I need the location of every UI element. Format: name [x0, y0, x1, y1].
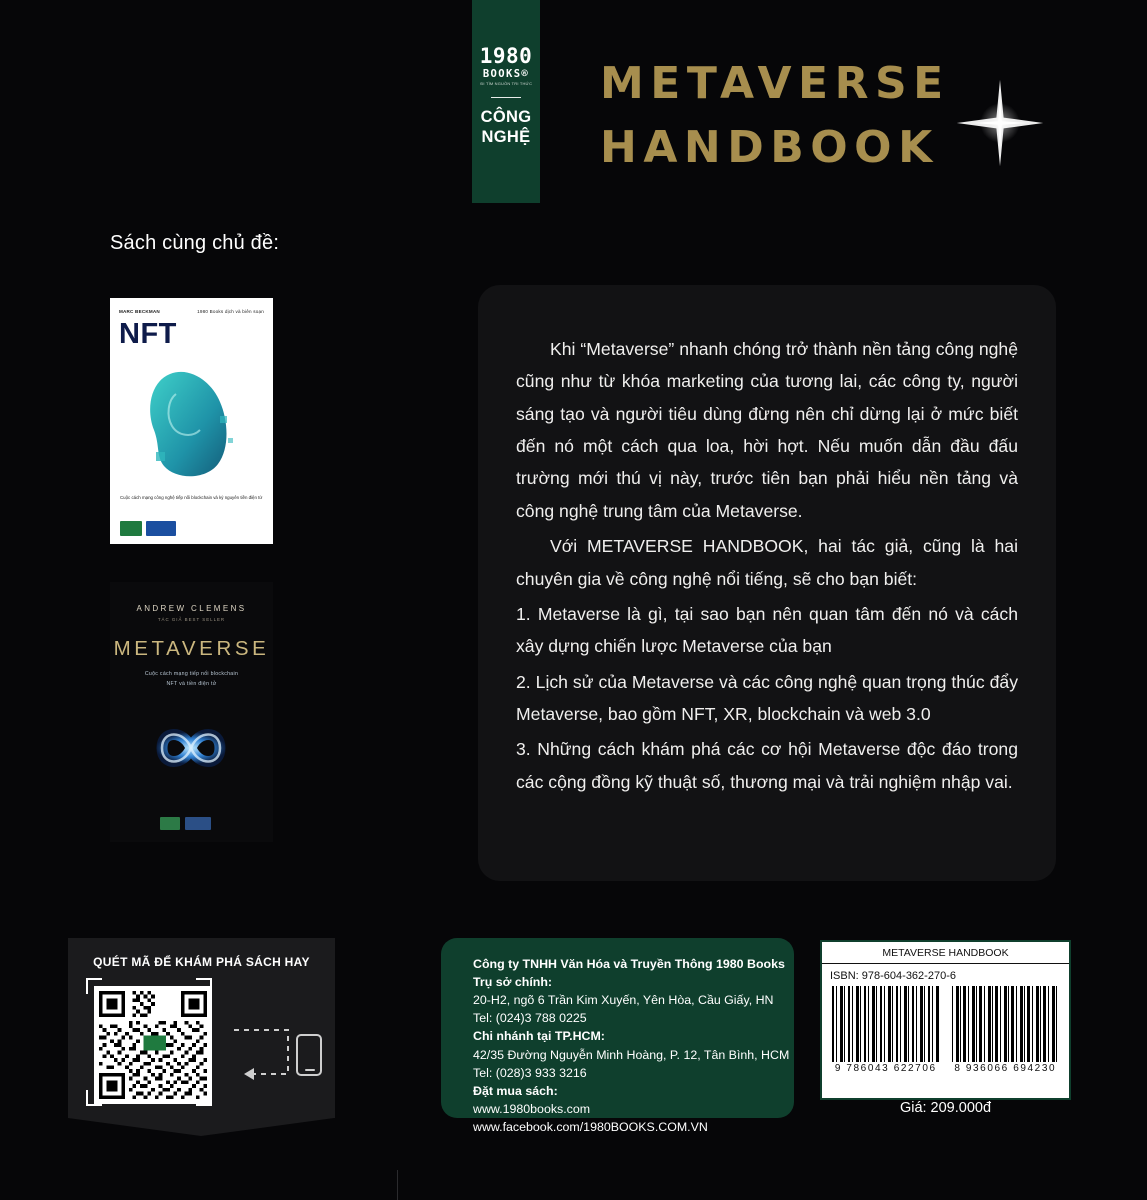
qr-title: QUÉT MÃ ĐỂ KHÁM PHÁ SÁCH HAY	[93, 955, 310, 969]
blurb-paragraph-2: Với METAVERSE HANDBOOK, hai tác giả, cũng là hai chuyên gia về công nghệ nổi tiếng, sẽ cho bạn biết:	[516, 536, 1018, 589]
distributor-logo-chip-icon	[146, 521, 176, 536]
blurb-paragraph-1: Khi “Metaverse” nhanh chóng trở thành nền tảng công nghệ cũng như từ khóa marketing của tương lai, các công ty, người sáng tạo và người tiêu dùng đừng nên chỉ dừng lại ở mức biết đến nó một cách qua loa, hời hợt. Nếu muốn dẫn đầu đấu trường mới thú vị này, trước tiên bạn phải hiểu nền tảng và công nghệ trung tâm của Metaverse.	[516, 339, 1018, 521]
blurb-paragraph-4: 2. Lịch sử của Metaverse và các công nghệ quan trọng thúc đẩy Metaverse, bao gồm NFT, XR, blockchain và web 3.0	[516, 671, 1018, 724]
barcode-number-right: 8 936066 694230	[954, 1063, 1057, 1074]
nft-cover-subtitle: Cuộc cách mạng công nghệ tiếp nối blockchain và kỷ nguyên tiền điện tử	[120, 495, 263, 500]
company-branch-tel: Tel: (028)3 933 3216	[473, 1065, 587, 1080]
company-website[interactable]: www.1980books.com	[473, 1101, 591, 1116]
nft-cover-credits	[110, 298, 273, 314]
category-label	[481, 107, 532, 148]
publisher-logo-tagline: ĐI TÌM NGUỒN TRI THỨC	[480, 80, 532, 86]
metaverse-cover-subtitle-line1: Cuộc cách mạng tiếp nối blockchain	[144, 671, 239, 677]
blurb-panel	[478, 285, 1056, 881]
metaverse-cover-subtitle-line2: NFT và tiền điện tử	[166, 680, 217, 687]
nft-cover-logos	[120, 521, 176, 536]
phone-icon	[296, 1034, 322, 1076]
qr-code-icon	[99, 991, 207, 1099]
publisher-logo-line1: 1980	[479, 44, 533, 68]
book-title-line1: METAVERSE	[600, 58, 950, 109]
category-line2: NGHỆ	[481, 128, 531, 147]
publisher-logo-line2: BOOKS®	[482, 68, 530, 80]
qr-panel	[68, 938, 335, 1118]
company-hq-address: 20-H2, ngõ 6 Trần Kim Xuyến, Yên Hòa, Cầu Giấy, HN	[473, 993, 774, 1008]
barcode-isbn: ISBN: 978-604-362-270-6	[830, 970, 956, 982]
book-title-line2: HANDBOOK	[600, 121, 939, 173]
qr-frame-corner-top-right	[196, 978, 212, 994]
category-line1: CÔNG	[480, 107, 532, 126]
barcode-panel	[820, 940, 1071, 1100]
barcode-number-left: 9 786043 622706	[834, 1063, 937, 1074]
metaverse-cover-author: ANDREW CLEMENS	[136, 604, 247, 613]
price-label: Giá: 209.000đ	[899, 1100, 992, 1116]
distributor-logo-chip-icon	[185, 817, 211, 830]
publisher-logo-chip-icon	[120, 521, 142, 536]
metaverse-cover-subtitle	[110, 670, 273, 690]
related-book-cover-nft[interactable]	[110, 298, 273, 544]
company-facebook[interactable]: www.facebook.com/1980BOOKS.COM.VN	[473, 1119, 708, 1134]
publisher-logo-chip-icon	[160, 817, 180, 830]
barcode-bars-right-icon	[952, 986, 1060, 1062]
nft-cover-artwork-icon	[136, 360, 248, 488]
metaverse-cover-title: METAVERSE	[113, 637, 270, 660]
metaverse-cover-logos	[160, 817, 211, 830]
nft-cover-title: NFT	[119, 318, 177, 350]
publisher-logo	[479, 46, 534, 86]
publisher-divider	[491, 97, 521, 98]
metaverse-cover-author-sub: TÁC GIẢ BEST SELLER	[157, 617, 226, 622]
publisher-badge	[472, 0, 540, 203]
barcode-right	[952, 986, 1060, 1074]
company-order-label: Đặt mua sách:	[473, 1083, 558, 1098]
qr-frame-corner-bottom-left	[86, 1090, 102, 1106]
nft-cover-author: MARC BECKMAN	[119, 309, 160, 314]
book-title	[600, 52, 1020, 180]
company-hq-tel: Tel: (024)3 788 0225	[473, 1011, 587, 1026]
nft-cover-translator: 1980 Books dịch và biên soạn	[197, 309, 264, 314]
company-name: Công ty TNHH Văn Hóa và Truyền Thông 1980 Books	[473, 957, 785, 971]
barcode-left	[832, 986, 940, 1074]
blurb-paragraph-5: 3. Những cách khám phá các cơ hội Metaverse độc đáo trong các cộng đồng kỹ thuật số, thương mại và trải nghiệm nhập vai.	[516, 739, 1018, 792]
company-branch-label: Chi nhánh tại TP.HCM:	[473, 1029, 605, 1044]
barcode-codes	[822, 982, 1069, 1074]
blurb-paragraph-3: 1. Metaverse là gì, tại sao bạn nên quan tâm đến nó và cách xây dựng chiến lược Metaverse của bạn	[516, 603, 1018, 657]
barcode-title: METAVERSE HANDBOOK	[822, 942, 1069, 964]
blurb-text	[478, 285, 1056, 798]
company-branch-address: 42/35 Đường Nguyễn Minh Hoàng, P. 12, Tân Bình, HCM	[473, 1047, 790, 1062]
related-books-label: Sách cùng chủ đề:	[110, 232, 280, 254]
qr-code[interactable]	[94, 986, 212, 1104]
spine-divider	[397, 1170, 398, 1200]
related-book-cover-metaverse[interactable]	[110, 582, 273, 842]
qr-frame-corner-top-left	[86, 978, 102, 994]
company-hq-label: Trụ sở chính:	[473, 975, 553, 990]
company-info-panel	[441, 938, 794, 1134]
barcode-bars-left-icon	[832, 986, 940, 1062]
dashed-arrow-icon	[228, 1024, 294, 1084]
infinity-artwork-icon	[126, 700, 257, 796]
qr-frame-corner-bottom-right	[196, 1090, 212, 1106]
